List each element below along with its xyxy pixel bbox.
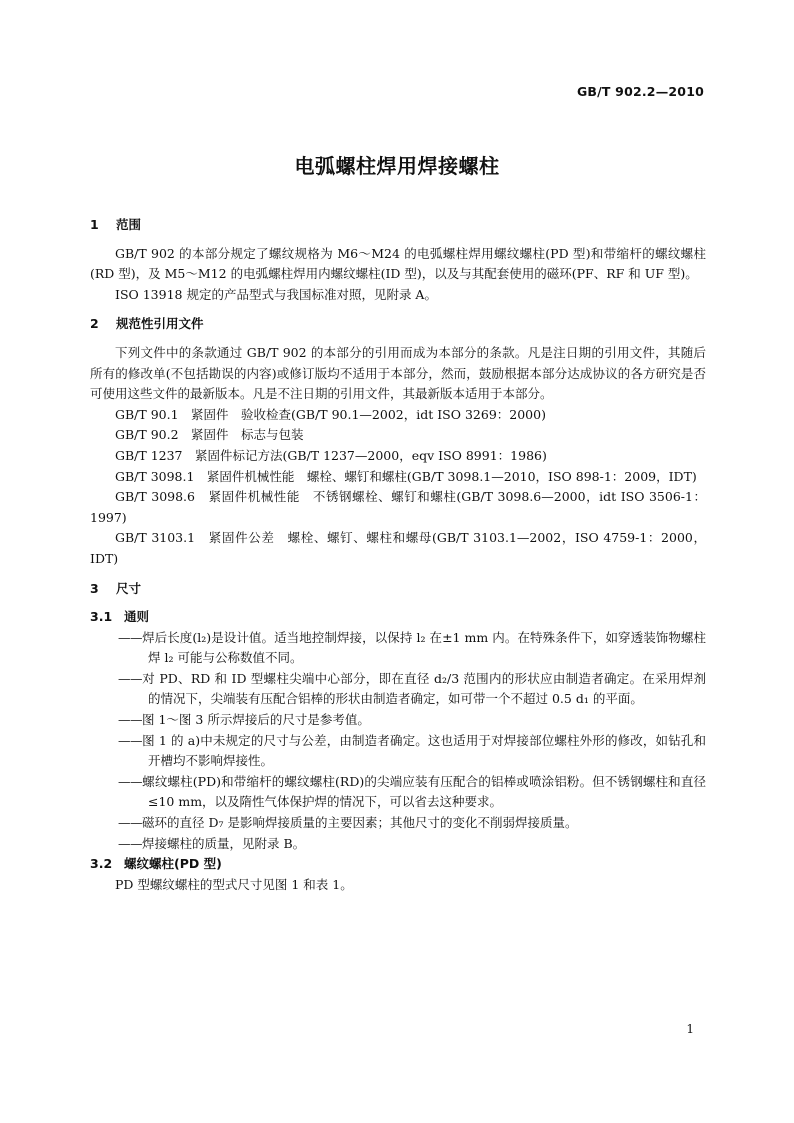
dash-mark: —— xyxy=(118,835,142,851)
section-number: 1 xyxy=(90,217,99,232)
rule-text: 图 1 的 a)中未规定的尺寸与公差，由制造者确定。这也适用于对焊接部位螺柱外形的修改，如钻孔和开槽均不影响焊接性。 xyxy=(142,732,706,769)
section-title: 范围 xyxy=(116,217,142,232)
page-number: 1 xyxy=(686,1022,694,1036)
rule-text: 螺纹螺柱(PD)和带缩杆的螺纹螺柱(RD)的尖端应装有压配合的铝棒或喷涂铝粉。但不锈钢螺柱和直径≤10 mm，以及隋性气体保护焊的情况下，可以省去这种要求。 xyxy=(142,773,706,810)
dash-mark: —— xyxy=(118,670,142,686)
reference-item: GB/T 1237 紧固件标记方法(GB/T 1237—2000，eqv ISO 8991：1986) xyxy=(115,447,547,463)
dash-mark: —— xyxy=(118,815,142,831)
scope-paragraph: ISO 13918 规定的产品型式与我国标准对照，见附录 A。 xyxy=(115,286,437,302)
section-3-heading xyxy=(90,579,706,600)
references-intro: 下列文件中的条款通过 GB/T 902 的本部分的引用而成为本部分的条款。凡是注日期的引用文件，其随后所有的修改单(不包括勘误的内容)或修订版均不适用于本部分，然而，鼓励根据本部分达成协议的各方研究是否可使用这些文件的最新版本。凡是不注日期的引用文件，其最新版本适用于本部分。 xyxy=(90,344,706,402)
section-title: 尺寸 xyxy=(116,580,142,596)
rule-text: 对 PD、RD 和 ID 型螺柱尖端中心部分，即在直径 d₂/3 范围内的形状应由制造者确定。在采用焊剂的情况下，尖端装有压配合铝棒的形状由制造者确定，如可带一个不超过 0.5 d₁ 的平面。 xyxy=(142,670,706,707)
subsection-3-1-heading xyxy=(90,607,706,628)
reference-item: GB/T 90.1 紧固件 验收检查(GB/T 90.1—2002，idt ISO 3269：2000) xyxy=(115,406,546,422)
section-title: 规范性引用文件 xyxy=(116,316,204,332)
reference-item: GB/T 3098.1 紧固件机械性能 螺栓、螺钉和螺柱(GB/T 3098.1—2010，ISO 898-1：2009，IDT) xyxy=(115,468,697,484)
section-2-heading xyxy=(90,314,706,335)
reference-item: GB/T 3098.6 紧固件机械性能 不锈钢螺栓、螺钉和螺柱(GB/T 3098.6—2000，idt ISO 3506-1：1997) xyxy=(90,489,706,525)
document-title: 电弧螺柱焊用焊接螺柱 xyxy=(294,154,500,178)
reference-item: GB/T 90.2 紧固件 标志与包装 xyxy=(115,427,304,443)
dash-mark: —— xyxy=(118,629,142,645)
rule-text: 磁环的直径 D₇ 是影响焊接质量的主要因素；其他尺寸的变化不削弱焊接质量。 xyxy=(142,815,578,831)
standard-code: GB/T 902.2—2010 xyxy=(576,84,704,99)
dash-mark: —— xyxy=(118,732,142,748)
subsection-number: 3.1 xyxy=(90,609,113,625)
dash-mark: —— xyxy=(118,712,142,728)
general-rule-item xyxy=(90,772,706,813)
subsection-title: 通则 xyxy=(124,609,150,625)
dash-mark: —— xyxy=(118,773,142,789)
subsection-title: 螺纹螺柱(PD 型) xyxy=(124,856,222,872)
rule-text: 焊后长度(l₂)是设计值。适当地控制焊接，以保持 l₂ 在±1 mm 内。在特殊条件下，如穿透装饰物螺柱焊 l₂ 可能与公称数值不同。 xyxy=(142,629,706,666)
scope-paragraph: GB/T 902 的本部分规定了螺纹规格为 M6～M24 的电弧螺柱焊用螺纹螺柱(PD 型)和带缩杆的螺纹螺柱(RD 型)，及 M5～M12 的电弧螺柱焊用内螺纹螺柱(ID 型)，以及与其配套使用的磁环(PF、RF 和 UF 型)。 xyxy=(90,245,706,282)
subsection-3-2-heading xyxy=(90,854,706,875)
section-1-heading xyxy=(90,215,706,236)
general-rule-item xyxy=(90,834,706,855)
rule-text: 焊接螺柱的质量，见附录 B。 xyxy=(142,835,306,851)
rule-text: 图 1～图 3 所示焊接后的尺寸是参考值。 xyxy=(142,712,370,728)
general-rule-item xyxy=(90,710,706,731)
section-number: 2 xyxy=(90,316,99,332)
general-rule-item xyxy=(90,628,706,669)
general-rule-item xyxy=(90,731,706,772)
reference-item: GB/T 3103.1 紧固件公差 螺栓、螺钉、螺柱和螺母(GB/T 3103.1—2002，ISO 4759-1：2000，IDT) xyxy=(90,530,706,566)
pd-stud-paragraph: PD 型螺纹螺柱的型式尺寸见图 1 和表 1。 xyxy=(115,876,353,892)
general-rule-item xyxy=(90,813,706,834)
subsection-number: 3.2 xyxy=(90,856,113,872)
document-body xyxy=(90,215,706,895)
general-rule-item xyxy=(90,669,706,710)
section-number: 3 xyxy=(90,580,99,596)
